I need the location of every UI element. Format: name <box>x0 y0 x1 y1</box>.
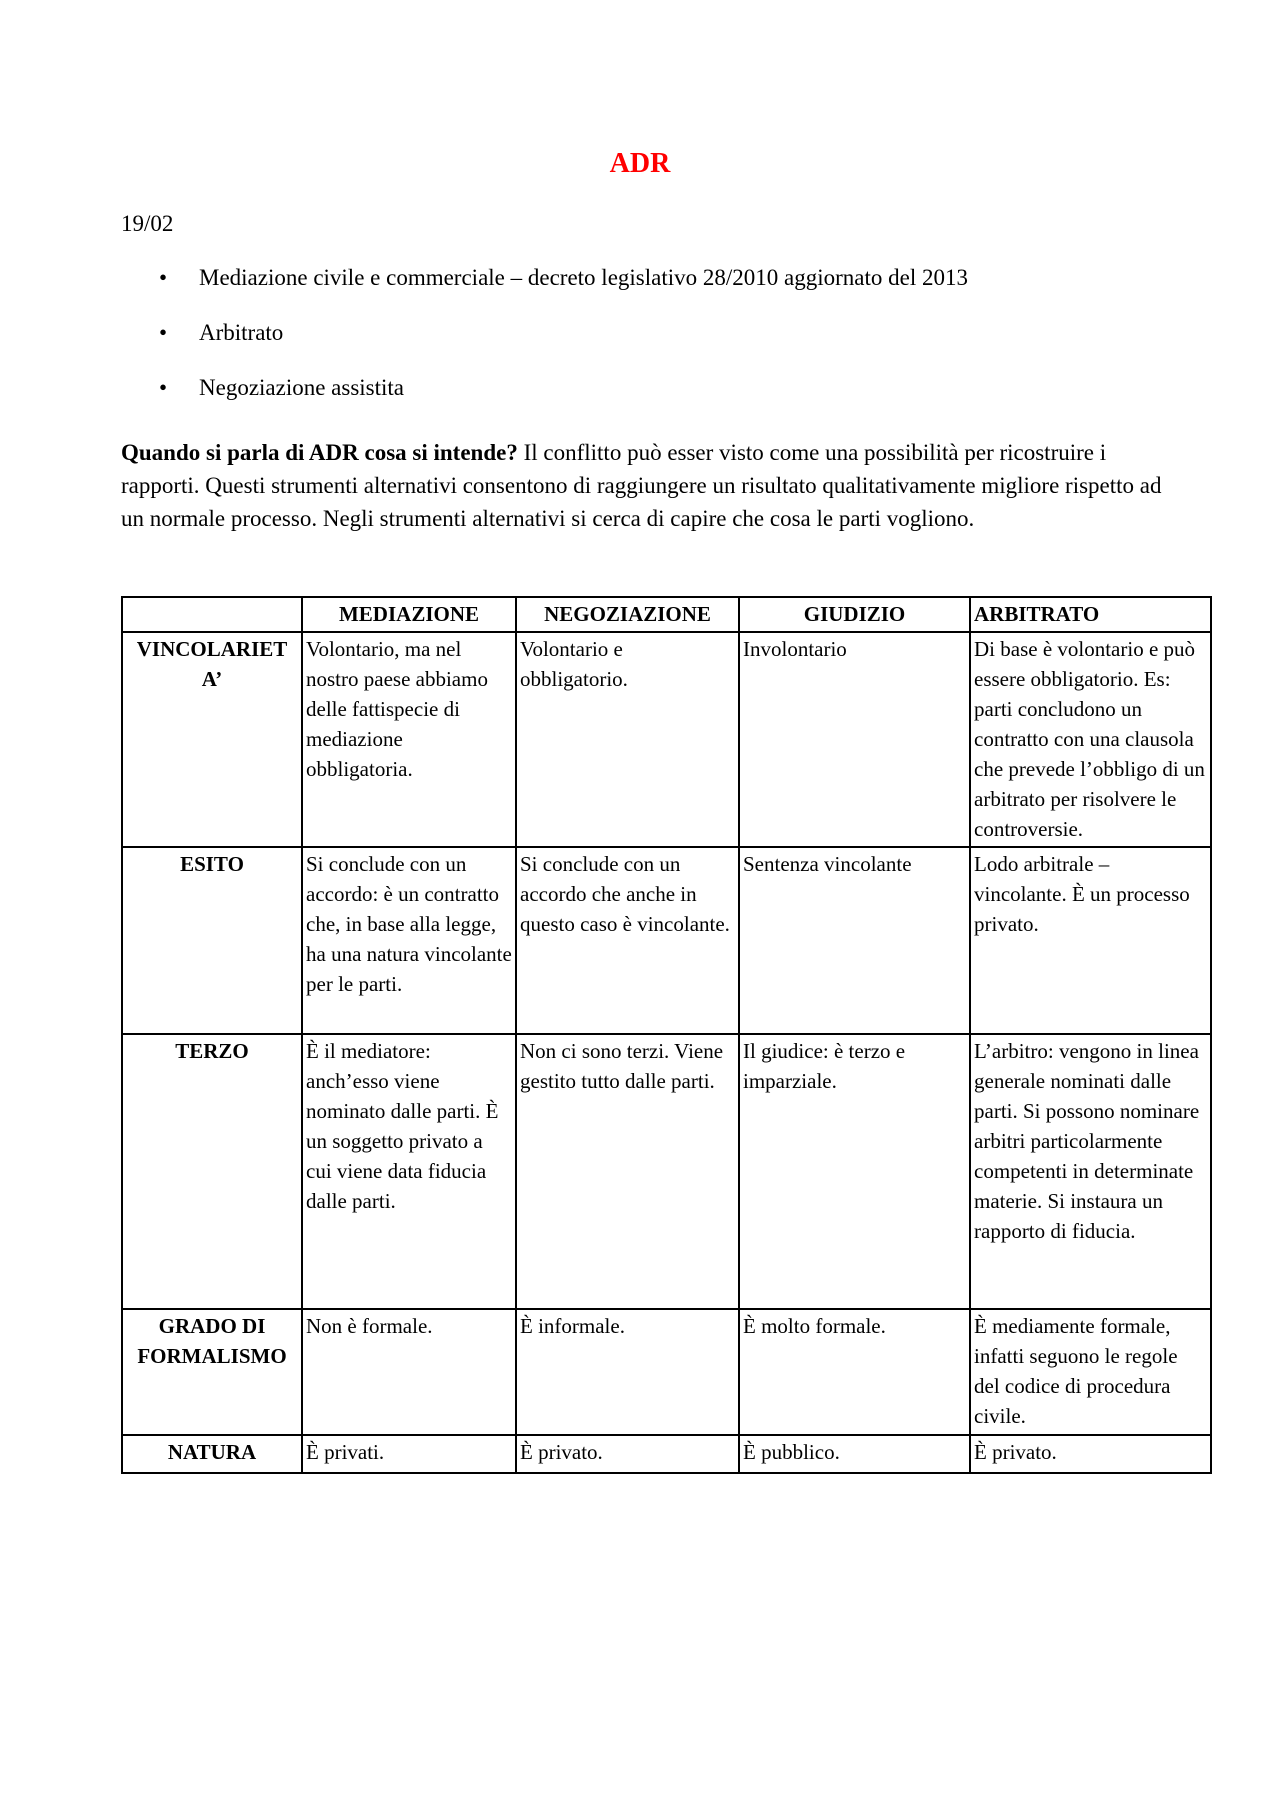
table-cell: È privato. <box>970 1435 1211 1473</box>
page-title: ADR <box>609 148 671 179</box>
table-cell: Lodo arbitrale – vincolante. È un processo privato. <box>970 847 1211 1034</box>
list-item-text: Mediazione civile e commerciale – decreto legislativo 28/2010 aggiornato del 2013 <box>199 265 968 290</box>
table-header-cell: MEDIAZIONE <box>302 597 516 632</box>
table-header-cell: GIUDIZIO <box>739 597 970 632</box>
list-item-text: Arbitrato <box>199 320 284 345</box>
list-item-text: Negoziazione assistita <box>199 375 405 400</box>
table-cell: L’arbitro: vengono in linea generale nominati dalle parti. Si possono nominare arbitri particolarmente competenti in determinate materie. Si instaura un rapporto di fiducia. <box>970 1034 1211 1309</box>
table-cell: Si conclude con un accordo: è un contratto che, in base alla legge, ha una natura vincolante per le parti. <box>302 847 516 1034</box>
date-label: 19/02 <box>121 211 174 236</box>
row-label: VINCOLARIET A’ <box>122 632 302 847</box>
table-row <box>122 632 1211 847</box>
intro-text: Il conflitto può esser visto come una possibilità per ricostruire i rapporti. Questi strumenti alternativi consentono di raggiungere un risultato qualitativamente migliore rispetto ad un normale processo. Negli strumenti alternativi si cerca di capire che cosa le parti vogliono. <box>121 440 1162 531</box>
comparison-table <box>121 596 1212 1474</box>
table-row <box>122 1309 1211 1435</box>
table-row <box>122 847 1211 1034</box>
table-cell: Volontario e obbligatorio. <box>516 632 739 847</box>
table-header-cell: NEGOZIAZIONE <box>516 597 739 632</box>
row-label: TERZO <box>122 1034 302 1309</box>
table-header-row <box>122 597 1211 632</box>
table-cell: Non ci sono terzi. Viene gestito tutto dalle parti. <box>516 1034 739 1309</box>
table-cell: È informale. <box>516 1309 739 1435</box>
table-cell: Involontario <box>739 632 970 847</box>
table-cell: È privati. <box>302 1435 516 1473</box>
table-cell: È molto formale. <box>739 1309 970 1435</box>
table-cell: Sentenza vincolante <box>739 847 970 1034</box>
table-row <box>122 1435 1211 1473</box>
table-row <box>122 1034 1211 1309</box>
bullet-icon: • <box>159 320 168 345</box>
intro-question: Quando si parla di ADR cosa si intende? <box>121 440 518 465</box>
intro-paragraph <box>121 436 1181 535</box>
table-cell: Il giudice: è terzo e imparziale. <box>739 1034 970 1309</box>
table-cell: È il mediatore: anch’esso viene nominato dalle parti. È un soggetto privato a cui viene data fiducia dalle parti. <box>302 1034 516 1309</box>
row-label: ESITO <box>122 847 302 1034</box>
row-label: GRADO DI FORMALISMO <box>122 1309 302 1435</box>
bullet-icon: • <box>159 375 168 400</box>
table-cell: Di base è volontario e può essere obbligatorio. Es: parti concludono un contratto con una clausola che prevede l’obbligo di un arbitrato per risolvere le controversie. <box>970 632 1211 847</box>
table-header-cell <box>122 597 302 632</box>
table-cell: Si conclude con un accordo che anche in questo caso è vincolante. <box>516 847 739 1034</box>
table-cell: È privato. <box>516 1435 739 1473</box>
table-cell: È mediamente formale, infatti seguono le regole del codice di procedura civile. <box>970 1309 1211 1435</box>
bullet-icon: • <box>159 265 168 290</box>
table-cell: Volontario, ma nel nostro paese abbiamo delle fattispecie di mediazione obbligatoria. <box>302 632 516 847</box>
table-cell: Non è formale. <box>302 1309 516 1435</box>
table-cell: È pubblico. <box>739 1435 970 1473</box>
table-header-cell: ARBITRATO <box>970 597 1211 632</box>
row-label: NATURA <box>122 1435 302 1473</box>
